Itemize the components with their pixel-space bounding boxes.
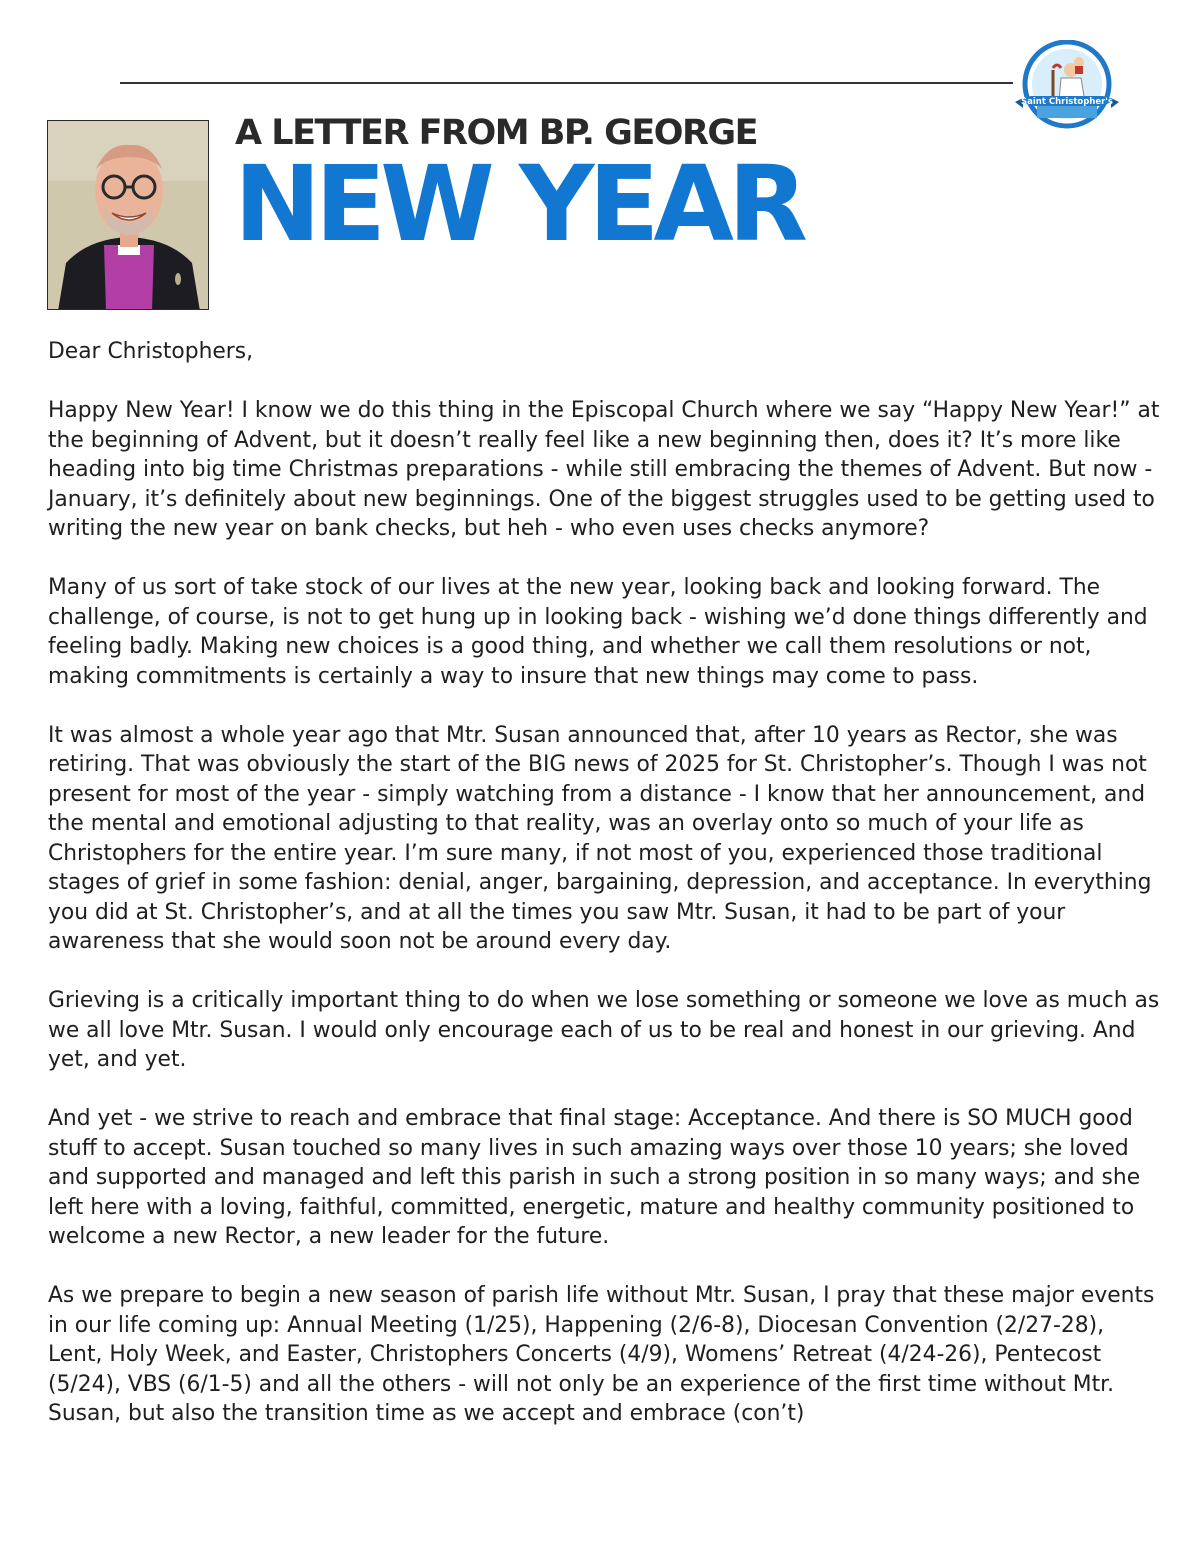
page-headline: NEW YEAR (234, 143, 802, 265)
letter-paragraph: It was almost a whole year ago that Mtr. Susan announced that, after 10 years as Rector, she was retiring. That was obviously the start of the BIG news of 2025 for St. Christopher’s. Though I was not present for most of the year - simply watching from a distance - I know that her announcement, and the mental and emotional adjusting to that reality, was an overlay onto so much of your life as Christophers for the entire year. I’m sure many, if not most of you, experienced those traditional stages of grief in some fashion: denial, anger, bargaining, depression, and acceptance. In everything you did at St. Christopher’s, and at all the times you saw Mtr. Susan, it had to be part of your awareness that she would soon not be around every day. (48, 722, 1152, 954)
logo-text: Saint Christopher's (1021, 97, 1113, 107)
header-divider-line (120, 82, 1013, 84)
letter-salutation: Dear Christophers, (48, 339, 254, 364)
letter-paragraph: Grieving is a critically important thing to do when we lose something or someone we love as much as we all love Mtr. Susan. I would only encourage each of us to be real and honest in our grieving. And yet, and yet. (48, 988, 1160, 1072)
letter-paragraph: Happy New Year! I know we do this thing in the Episcopal Church where we say “Happy New Year!” at the beginning of Advent, but it doesn’t really feel like a new beginning then, does it? It’s more like heading into big time Christmas preparations - while still embracing the themes of Advent. But now - January, it’s definitely about new beginnings. One of the biggest struggles used to be getting used to writing the new year on bank checks, but heh - who even uses checks anymore? (48, 398, 1160, 541)
letter-paragraph: And yet - we strive to reach and embrace that final stage: Acceptance. And there is SO MUCH good stuff to accept. Susan touched so many lives in such amazing ways over those 10 years; she loved and supported and managed and left this parish in such a strong position in so many ways; and she left here with a loving, faithful, committed, energetic, mature and healthy community positioned to welcome a new Rector, a new leader for the future. (48, 1106, 1141, 1249)
bishop-portrait-photo (47, 120, 209, 310)
letter-kicker: A LETTER FROM BP. GEORGE (235, 113, 758, 153)
letter-paragraph: Many of us sort of take stock of our lives at the new year, looking back and looking forward. The challenge, of course, is not to get hung up in looking back - wishing we’d done things differently and feeling badly. Making new choices is a good thing, and whether we call them resolutions or not, making commitments is certainly a way to insure that new things may come to pass. (48, 575, 1148, 689)
saint-christophers-logo (1013, 40, 1121, 132)
letter-body (48, 337, 1163, 1458)
letter-paragraph: As we prepare to begin a new season of parish life without Mtr. Susan, I pray that these major events in our life coming up: Annual Meeting (1/25), Happening (2/6-8), Diocesan Convention (2/27-28), Lent, Holy Week, and Easter, Christophers Concerts (4/9), Womens’ Retreat (4/24-26), Pentecost (5/24), VBS (6/1-5) and all the others - will not only be an experience of the first time without Mtr. Susan, but also the transition time as we accept and embrace (con’t) (48, 1283, 1155, 1426)
